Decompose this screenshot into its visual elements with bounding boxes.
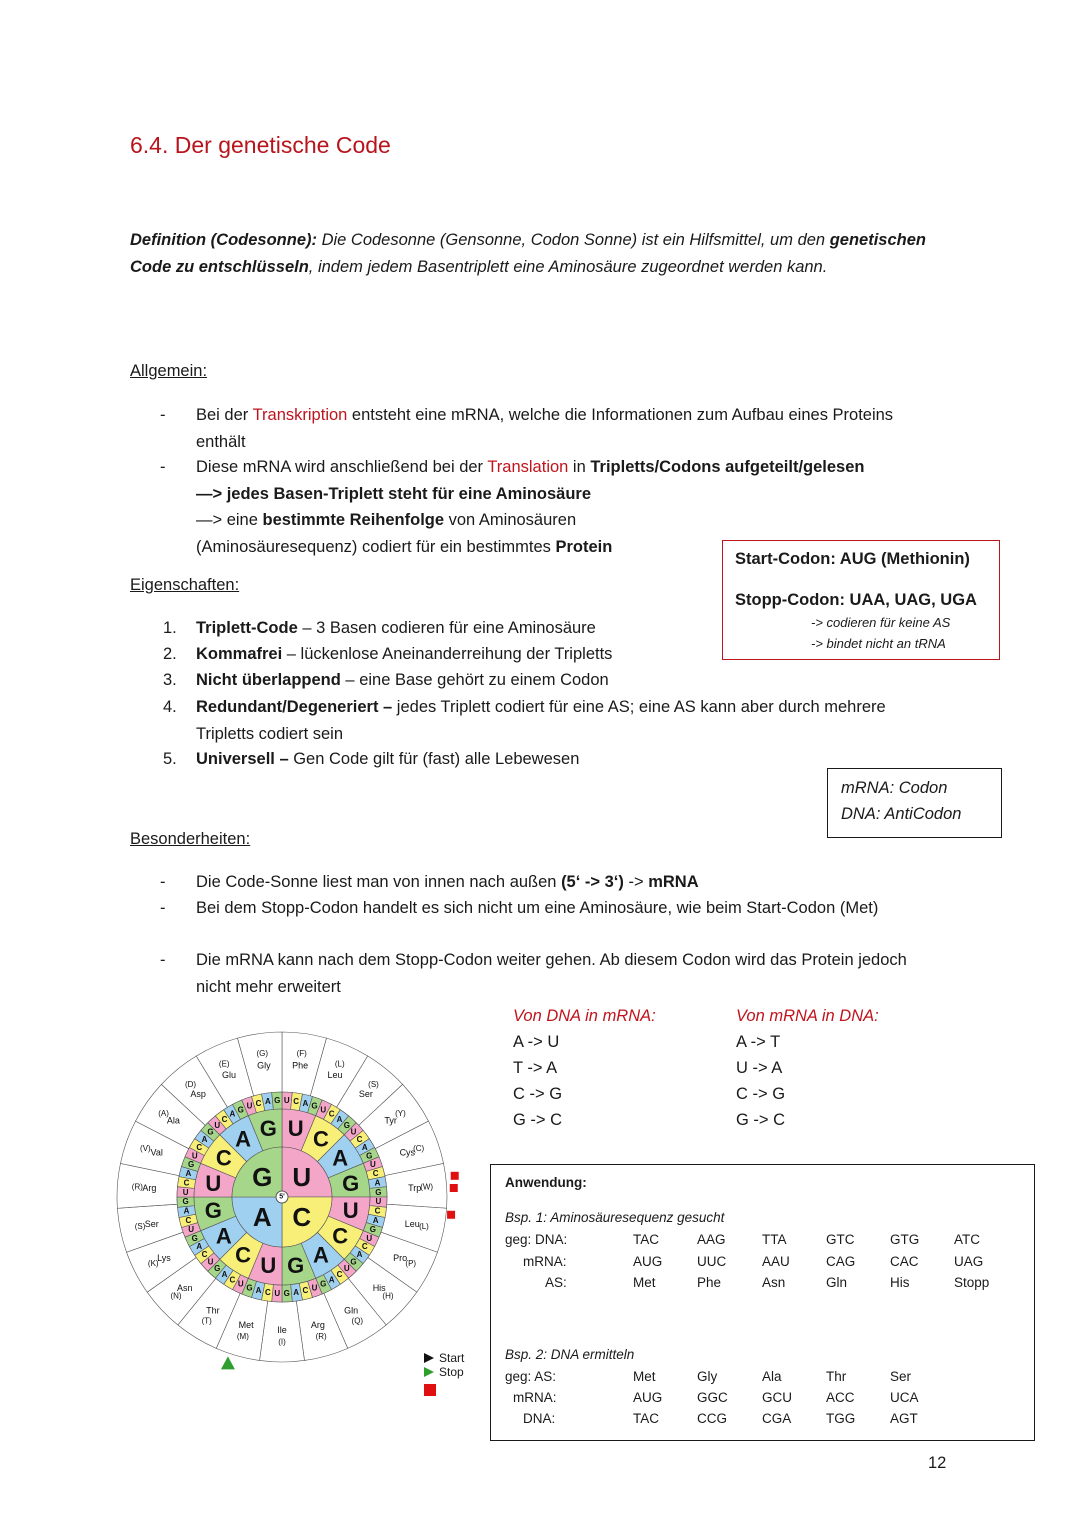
amino-label: Arg: [310, 1320, 325, 1331]
conversion-row: C -> G: [736, 1085, 786, 1103]
second-base-label: G: [204, 1198, 222, 1224]
amino-label: Lys: [157, 1253, 171, 1264]
amino-code-label: (A): [158, 1108, 169, 1118]
legend-stop: Stop: [439, 1365, 464, 1379]
row-label: mRNA:: [523, 1254, 567, 1269]
page-title: 6.4. Der genetische Code: [130, 132, 391, 158]
third-base-label: G: [246, 1283, 253, 1293]
second-base-label: A: [332, 1145, 349, 1171]
text: —> eine: [196, 511, 263, 529]
second-base-label: G: [287, 1253, 305, 1279]
third-base-label: U: [366, 1233, 373, 1243]
third-base-label: C: [264, 1287, 271, 1297]
row-label: geg: AS:: [505, 1369, 557, 1384]
list-item: [163, 641, 923, 668]
amino-code-label: (I): [278, 1337, 286, 1347]
amino-label: Met: [238, 1320, 254, 1331]
table-cell: TGG: [826, 1411, 856, 1426]
amino-code-label: (N): [170, 1291, 182, 1301]
item-number: 3.: [163, 671, 177, 689]
table-heading: Von DNA in mRNA:: [513, 1007, 656, 1025]
amino-code-label: (W): [420, 1182, 434, 1192]
text: Gen Code gilt für (fast) alle Lebewesen: [288, 750, 580, 768]
stop-triangle-icon: [424, 1367, 434, 1377]
code-sun-diagram: [110, 1022, 480, 1392]
first-base-label: C: [292, 1201, 312, 1232]
third-base-label: U: [182, 1187, 189, 1197]
stop-marker: [450, 1184, 458, 1192]
third-base-label: A: [361, 1142, 368, 1152]
amino-label: Leu: [404, 1219, 420, 1230]
third-base-label: C: [185, 1215, 192, 1225]
list-item: [160, 895, 910, 922]
third-base-label: A: [372, 1215, 379, 1225]
table-cell: AUG: [633, 1390, 663, 1405]
third-base-label: G: [274, 1096, 281, 1106]
start-triangle-icon: [424, 1353, 434, 1363]
text-bold: Protein: [555, 537, 613, 556]
list-item: [163, 746, 923, 773]
amino-label: Gln: [344, 1305, 359, 1316]
third-base-label: U: [311, 1283, 318, 1293]
stopp-note-1: -> codieren für keine AS: [811, 615, 951, 630]
second-base-label: A: [312, 1242, 329, 1268]
amino-label: His: [372, 1282, 386, 1293]
third-base-label: U: [207, 1257, 214, 1267]
second-base-label: A: [215, 1223, 232, 1249]
third-base-label: U: [214, 1120, 221, 1130]
text: Die mRNA kann nach dem Stopp-Codon weiter gehen. Ab diesem Codon wird das Protein jedoch nicht mehr erweitert: [196, 951, 907, 996]
conversion-row: A -> T: [736, 1033, 781, 1051]
third-base-label: A: [336, 1114, 343, 1124]
amino-label: Gly: [257, 1060, 271, 1071]
table-cell: Asn: [762, 1275, 786, 1290]
third-base-label: A: [264, 1097, 271, 1107]
mrna-to-dna-table: [736, 1003, 879, 1133]
third-base-label: C: [374, 1206, 381, 1216]
third-base-label: U: [188, 1225, 195, 1235]
third-base-label: C: [201, 1249, 208, 1259]
text: Die Code-Sonne liest man von innen nach außen: [196, 873, 562, 891]
mrna-codon-line: mRNA: Codon: [841, 779, 948, 797]
text: – eine Base gehört zu einem Codon: [340, 671, 609, 689]
item-number: 5.: [163, 750, 177, 768]
second-base-label: C: [312, 1126, 329, 1152]
definition-label: Definition (Codesonne):: [130, 231, 317, 249]
third-base-label: A: [201, 1135, 208, 1145]
item-number: 4.: [163, 698, 177, 716]
third-base-label: A: [221, 1270, 228, 1280]
heading-allgemein: Allgemein:: [130, 362, 208, 380]
third-base-label: U: [237, 1279, 244, 1289]
conversion-row: C -> G: [513, 1085, 563, 1103]
amino-label: Ser: [358, 1088, 373, 1099]
text: jedes Triplett codiert für eine AS; eine AS kann aber durch mehrere Tripletts codiert sein: [196, 698, 886, 743]
amino-label: Leu: [327, 1070, 343, 1081]
start-marker: [221, 1356, 235, 1369]
text-bold: bestimmte Reihenfolge: [262, 511, 445, 529]
second-base-label: U: [205, 1170, 222, 1196]
third-base-label: U: [283, 1096, 290, 1106]
third-base-label: C: [183, 1178, 190, 1188]
table-cell: His: [890, 1275, 910, 1290]
amino-code-label: (C): [413, 1143, 425, 1153]
table-cell: Ala: [762, 1369, 782, 1384]
third-base-label: C: [196, 1142, 203, 1152]
definition-text-1: Die Codesonne (Gensonne, Codon Sonne) ist ein Hilfsmittel, um den: [316, 231, 830, 249]
text-bold: Nicht überlappend: [196, 671, 341, 689]
amino-code-label: (H): [382, 1291, 394, 1301]
table-cell: Gln: [826, 1275, 848, 1290]
start-codon: Start-Codon: AUG (Methionin): [735, 550, 970, 568]
table-cell: AGT: [890, 1411, 918, 1426]
amino-code-label: (T): [201, 1316, 212, 1326]
definition-paragraph: [130, 227, 950, 280]
amino-label: Phe: [292, 1060, 309, 1071]
third-base-label: A: [183, 1206, 190, 1216]
third-base-label: C: [221, 1114, 228, 1124]
bullet-dash: -: [160, 406, 166, 424]
amino-label: Arg: [142, 1182, 157, 1193]
item-number: 1.: [163, 619, 177, 637]
third-base-label: U: [375, 1197, 382, 1207]
codon-anticodon-box: [827, 768, 1002, 838]
amino-code-label: (Y): [395, 1108, 406, 1118]
table-cell: Met: [633, 1369, 656, 1384]
table-cell: Phe: [697, 1275, 722, 1290]
table-cell: Stopp: [954, 1275, 990, 1290]
third-base-label: G: [182, 1197, 189, 1207]
third-base-label: C: [356, 1135, 363, 1145]
anwendung-box: [490, 1164, 1035, 1441]
amino-code-label: (F): [296, 1048, 307, 1058]
list-item: [160, 402, 930, 455]
table-cell: GTC: [826, 1232, 855, 1247]
third-base-label: G: [214, 1264, 221, 1274]
amino-label: Glu: [222, 1070, 237, 1081]
conversion-row: T -> A: [513, 1059, 558, 1077]
table-heading: Von mRNA in DNA:: [736, 1007, 879, 1025]
table-cell: TAC: [633, 1411, 659, 1426]
text: Bei der: [196, 406, 253, 424]
table-cell: ACC: [826, 1390, 855, 1405]
amino-code-label: (K): [147, 1259, 159, 1269]
amino-code-label: (R): [315, 1332, 327, 1342]
stop-marker: [451, 1172, 459, 1180]
third-base-label: G: [311, 1101, 318, 1111]
table-cell: ATC: [954, 1232, 980, 1247]
text: Bei dem Stopp-Codon handelt es sich nicht um eine Aminosäure, wie beim Start-Codon (Met): [196, 899, 879, 917]
third-base-label: A: [255, 1286, 262, 1296]
amino-label: Asn: [177, 1282, 193, 1293]
amino-label: Trp: [408, 1182, 422, 1193]
table-cell: GCU: [762, 1390, 792, 1405]
transkription-term: Transkription: [252, 406, 348, 424]
third-base-label: C: [302, 1286, 309, 1296]
bsp1-heading: Bsp. 1: Aminosäuresequenz gesucht: [505, 1210, 725, 1225]
third-base-label: A: [185, 1169, 192, 1179]
third-base-label: A: [196, 1242, 203, 1252]
text: von Aminosäuren (Aminosäuresequenz) codiert für ein bestimmtes: [196, 511, 577, 556]
third-base-label: U: [246, 1101, 253, 1111]
text: – lückenlose Aneinanderreihung der Tripletts: [282, 645, 613, 663]
third-base-label: C: [336, 1270, 343, 1280]
amino-label: Pro: [393, 1253, 408, 1264]
bullet-dash: -: [160, 899, 166, 917]
amino-label: Val: [150, 1147, 163, 1158]
amino-code-label: (L): [334, 1059, 345, 1069]
bsp2-heading: Bsp. 2: DNA ermitteln: [505, 1347, 635, 1362]
third-base-label: G: [369, 1225, 376, 1235]
third-base-label: A: [302, 1098, 309, 1108]
stopp-note-2: -> bindet nicht an tRNA: [811, 636, 946, 651]
second-base-label: U: [287, 1115, 304, 1141]
table-cell: UAG: [954, 1254, 984, 1269]
third-base-label: C: [229, 1275, 236, 1285]
third-base-label: U: [343, 1264, 350, 1274]
definition-text-2: , indem jedem Basentriplett eine Aminosäure zugeordnet werden kann.: [308, 257, 828, 276]
third-base-label: U: [350, 1127, 357, 1137]
third-base-label: U: [191, 1151, 198, 1161]
second-base-label: U: [260, 1253, 277, 1279]
third-base-label: G: [188, 1159, 195, 1169]
table-cell: UCA: [890, 1390, 919, 1405]
third-base-label: G: [350, 1257, 357, 1267]
list-item: [160, 869, 930, 896]
table-cell: TTA: [762, 1232, 787, 1247]
text-bold: Universell –: [196, 750, 289, 768]
first-base-label: A: [252, 1201, 272, 1232]
heading-eigenschaften: Eigenschaften:: [130, 576, 240, 594]
third-base-label: G: [343, 1120, 350, 1130]
amino-code-label: (E): [218, 1059, 230, 1069]
dna-to-mrna-table: [513, 1003, 656, 1133]
amino-code-label: (M): [236, 1332, 249, 1342]
table-cell: Thr: [826, 1369, 847, 1384]
table-cell: CCG: [697, 1411, 727, 1426]
conversion-row: U -> A: [736, 1059, 783, 1077]
list-item: [160, 947, 930, 1000]
second-base-label: A: [235, 1126, 252, 1152]
definition-bold: genetischen Code zu entschlüsseln: [130, 231, 926, 276]
table-cell: AAU: [762, 1254, 790, 1269]
text-bold: Kommafrei: [196, 645, 283, 663]
amino-code-label: (V): [140, 1143, 151, 1153]
heading-besonderheiten: Besonderheiten:: [130, 830, 251, 848]
text: in: [568, 458, 591, 476]
third-base-label: G: [237, 1105, 244, 1115]
third-base-label: A: [356, 1249, 363, 1259]
bullet-dash: -: [160, 951, 166, 969]
amino-code-label: (S): [368, 1080, 379, 1090]
text: entsteht eine mRNA, welche die Informationen zum Aufbau eines Proteins enthält: [196, 406, 894, 451]
first-base-label: G: [252, 1162, 273, 1193]
third-base-label: G: [375, 1187, 382, 1197]
amino-code-label: (G): [256, 1048, 269, 1058]
text: – 3 Basen codieren für eine Aminosäure: [297, 619, 596, 637]
center-label: 5': [279, 1193, 285, 1201]
third-base-label: C: [328, 1109, 335, 1119]
arrow-line: —> jedes Basen-Triplett steht für eine Aminosäure: [196, 484, 592, 503]
stopp-codon: Stopp-Codon: UAA, UAG, UGA: [735, 591, 977, 609]
page-number: 12: [928, 1454, 947, 1472]
third-base-label: C: [372, 1169, 379, 1179]
third-base-label: U: [369, 1159, 376, 1169]
third-base-label: A: [328, 1275, 335, 1285]
amino-label: Ile: [277, 1325, 287, 1335]
third-base-label: G: [191, 1233, 198, 1243]
third-base-label: G: [207, 1127, 214, 1137]
table-cell: AAG: [697, 1232, 726, 1247]
table-cell: UUC: [697, 1254, 727, 1269]
item-number: 2.: [163, 645, 177, 663]
second-base-label: C: [332, 1223, 349, 1249]
third-base-label: U: [274, 1288, 281, 1298]
conversion-row: G -> C: [513, 1111, 563, 1129]
list-item: [163, 667, 923, 694]
text-bold: Redundant/Degeneriert –: [196, 698, 393, 716]
amino-label: Thr: [206, 1305, 220, 1316]
table-cell: AUG: [633, 1254, 663, 1269]
conversion-row: A -> U: [513, 1033, 560, 1051]
table-cell: CGA: [762, 1411, 792, 1426]
amino-label: Cys: [399, 1147, 416, 1158]
text: ->: [623, 873, 649, 891]
table-cell: TAC: [633, 1232, 659, 1247]
second-base-label: C: [235, 1242, 252, 1268]
legend-start: Start: [439, 1351, 465, 1365]
second-base-label: U: [342, 1198, 359, 1224]
table-cell: Met: [633, 1275, 656, 1290]
list-item: [163, 694, 893, 747]
row-label: AS:: [545, 1275, 567, 1290]
amino-code-label: (Q): [351, 1316, 364, 1326]
second-base-label: C: [215, 1145, 232, 1171]
row-label: mRNA:: [513, 1390, 557, 1405]
row-label: geg: DNA:: [505, 1232, 568, 1247]
third-base-label: C: [255, 1098, 262, 1108]
third-base-label: G: [320, 1279, 327, 1289]
text-bold: mRNA: [648, 873, 699, 891]
list-item: [163, 615, 923, 642]
table-cell: CAC: [890, 1254, 919, 1269]
text-bold: Triplett-Code: [196, 619, 298, 637]
translation-term: Translation: [487, 458, 569, 476]
conversion-row: G -> C: [736, 1111, 786, 1129]
amino-label: Asp: [190, 1088, 206, 1099]
third-base-label: G: [283, 1288, 290, 1298]
third-base-label: A: [229, 1109, 236, 1119]
second-base-label: G: [259, 1115, 277, 1141]
amino-label: Tyr: [384, 1115, 397, 1126]
text: Diese mRNA wird anschließend bei der: [196, 458, 488, 476]
amino-label: Ser: [144, 1219, 159, 1230]
table-cell: GGC: [697, 1390, 728, 1405]
second-base-label: G: [342, 1170, 360, 1196]
third-base-label: A: [293, 1287, 300, 1297]
third-base-label: C: [361, 1242, 368, 1252]
table-cell: GTG: [890, 1232, 920, 1247]
text-bold: (5‘ -> 3‘): [561, 873, 624, 891]
stop-marker: [447, 1211, 455, 1219]
amino-code-label: (R): [131, 1182, 143, 1192]
text-bold: Tripletts/Codons aufgeteilt/gelesen: [590, 458, 865, 476]
third-base-label: G: [366, 1151, 373, 1161]
third-base-label: A: [374, 1178, 381, 1188]
third-base-label: C: [293, 1097, 300, 1107]
amino-code-label: (P): [405, 1259, 417, 1269]
anwendung-heading: Anwendung:: [505, 1175, 587, 1190]
table-cell: Gly: [697, 1369, 718, 1384]
amino-label: Ala: [166, 1115, 180, 1126]
row-label: DNA:: [523, 1411, 556, 1426]
table-cell: Ser: [890, 1369, 912, 1384]
bullet-dash: -: [160, 873, 166, 891]
amino-code-label: (L): [419, 1222, 429, 1232]
amino-code-label: (S): [134, 1222, 146, 1232]
dna-anticodon-line: DNA: AntiCodon: [841, 805, 962, 823]
bullet-dash: -: [160, 458, 166, 476]
third-base-label: U: [320, 1105, 327, 1115]
table-cell: CAG: [826, 1254, 856, 1269]
amino-code-label: (D): [184, 1080, 197, 1090]
stop-square-icon: [424, 1384, 436, 1396]
first-base-label: U: [292, 1162, 312, 1193]
